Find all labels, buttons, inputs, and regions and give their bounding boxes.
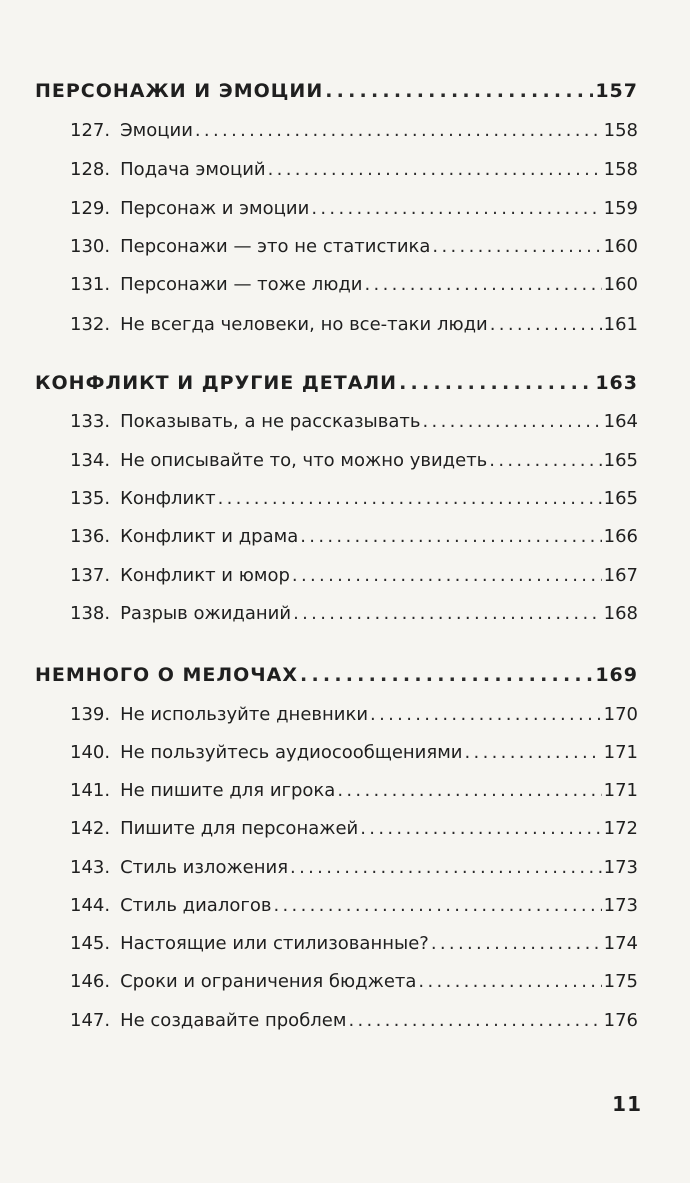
dot-leader	[325, 80, 593, 102]
entry-title: Персонажи — тоже люди	[120, 274, 363, 295]
toc-entry	[70, 120, 638, 141]
entry-page: 174	[603, 933, 638, 954]
entry-number: 131.	[70, 274, 111, 295]
entry-title: Показывать, а не рассказывать	[120, 411, 421, 432]
page-number: 11	[612, 1092, 642, 1116]
entry-title: Стиль изложения	[120, 857, 289, 878]
entry-page: 171	[603, 742, 638, 763]
entry-title: Настоящие или стилизованные?	[120, 933, 429, 954]
entry-title: Не используйте дневники	[120, 704, 369, 725]
entry-number: 133.	[70, 411, 111, 432]
toc-section-heading	[35, 372, 638, 394]
entry-number: 136.	[70, 526, 111, 547]
toc-section-heading	[35, 80, 638, 102]
entry-number: 142.	[70, 818, 111, 839]
entry-number: 127.	[70, 120, 111, 141]
entry-page: 158	[603, 159, 638, 180]
entry-title: Разрыв ожиданий	[120, 603, 292, 624]
dot-leader	[300, 664, 593, 686]
dot-leader	[370, 704, 602, 725]
entry-title: Подача эмоций	[120, 159, 266, 180]
entry-page: 171	[603, 780, 638, 801]
dot-leader	[464, 742, 601, 763]
dot-leader	[195, 120, 602, 141]
toc-entry	[70, 704, 638, 725]
entry-title: Стиль диалогов	[120, 895, 272, 916]
dot-leader	[268, 159, 602, 180]
section-title: КОНФЛИКТ И ДРУГИЕ ДЕТАЛИ	[35, 372, 398, 394]
dot-leader	[273, 895, 601, 916]
toc-entry	[70, 818, 638, 839]
dot-leader	[431, 933, 602, 954]
dot-leader	[293, 603, 602, 624]
entry-number: 138.	[70, 603, 111, 624]
section-page: 157	[595, 80, 638, 102]
entry-title: Пишите для персонажей	[120, 818, 359, 839]
toc-entry	[70, 565, 638, 586]
entry-page: 170	[603, 704, 638, 725]
dot-leader	[360, 818, 601, 839]
toc-section-heading	[35, 664, 638, 686]
entry-number: 129.	[70, 198, 111, 219]
entry-number: 132.	[70, 314, 111, 335]
entry-number: 143.	[70, 857, 111, 878]
toc-entry	[70, 742, 638, 763]
entry-page: 166	[603, 526, 638, 547]
toc-entry	[70, 857, 638, 878]
dot-leader	[337, 780, 601, 801]
dot-leader	[490, 314, 602, 335]
toc-entry	[70, 780, 638, 801]
entry-page: 164	[603, 411, 638, 432]
entry-page: 165	[603, 488, 638, 509]
dot-leader	[218, 488, 602, 509]
entry-title: Эмоции	[120, 120, 193, 141]
dot-leader	[348, 1010, 601, 1031]
entry-title: Конфликт и юмор	[120, 565, 290, 586]
entry-page: 158	[603, 120, 638, 141]
entry-number: 139.	[70, 704, 111, 725]
entry-title: Не пишите для игрока	[120, 780, 336, 801]
entry-page: 159	[603, 198, 638, 219]
entry-title: Персонажи — это не статистика	[120, 236, 431, 257]
entry-number: 145.	[70, 933, 111, 954]
section-title: НЕМНОГО О МЕЛОЧАХ	[35, 664, 299, 686]
entry-number: 128.	[70, 159, 111, 180]
section-page: 163	[595, 372, 638, 394]
entry-title: Не создавайте проблем	[120, 1010, 347, 1031]
entry-number: 146.	[70, 971, 111, 992]
entry-page: 167	[603, 565, 638, 586]
dot-leader	[399, 372, 593, 394]
entry-page: 160	[603, 236, 638, 257]
entry-page: 161	[603, 314, 638, 335]
dot-leader	[365, 274, 602, 295]
entry-page: 175	[603, 971, 638, 992]
toc-entry	[70, 411, 638, 432]
entry-page: 176	[603, 1010, 638, 1031]
entry-title: Персонаж и эмоции	[120, 198, 310, 219]
entry-page: 165	[603, 450, 638, 471]
toc-entry	[70, 971, 638, 992]
toc-entry	[70, 895, 638, 916]
section-page: 169	[595, 664, 638, 686]
entry-page: 173	[603, 895, 638, 916]
entry-number: 134.	[70, 450, 111, 471]
toc-entry	[70, 526, 638, 547]
toc-entry	[70, 236, 638, 257]
entry-number: 141.	[70, 780, 111, 801]
toc-entry	[70, 198, 638, 219]
entry-title: Конфликт и драма	[120, 526, 299, 547]
entry-number: 135.	[70, 488, 111, 509]
dot-leader	[311, 198, 601, 219]
toc-entry	[70, 603, 638, 624]
entry-title: Конфликт	[120, 488, 216, 509]
dot-leader	[300, 526, 601, 547]
section-title: ПЕРСОНАЖИ И ЭМОЦИИ	[35, 80, 324, 102]
entry-number: 130.	[70, 236, 111, 257]
toc-entry	[70, 488, 638, 509]
dot-leader	[418, 971, 601, 992]
toc-entry	[70, 274, 638, 295]
entry-title: Не описывайте то, что можно увидеть	[120, 450, 488, 471]
dot-leader	[292, 565, 602, 586]
entry-title: Не пользуйтесь аудиосообщениями	[120, 742, 463, 763]
entry-page: 160	[603, 274, 638, 295]
dot-leader	[422, 411, 601, 432]
entry-title: Сроки и ограничения бюджета	[120, 971, 417, 992]
entry-page: 168	[603, 603, 638, 624]
entry-page: 172	[603, 818, 638, 839]
toc-entry	[70, 933, 638, 954]
entry-number: 144.	[70, 895, 111, 916]
dot-leader	[290, 857, 602, 878]
toc-entry	[70, 314, 638, 335]
toc-entry	[70, 159, 638, 180]
dot-leader	[432, 236, 601, 257]
dot-leader	[489, 450, 601, 471]
entry-number: 147.	[70, 1010, 111, 1031]
toc-entry	[70, 1010, 638, 1031]
entry-number: 140.	[70, 742, 111, 763]
toc-entry	[70, 450, 638, 471]
entry-page: 173	[603, 857, 638, 878]
entry-title: Не всегда человеки, но все-таки люди	[120, 314, 488, 335]
entry-number: 137.	[70, 565, 111, 586]
